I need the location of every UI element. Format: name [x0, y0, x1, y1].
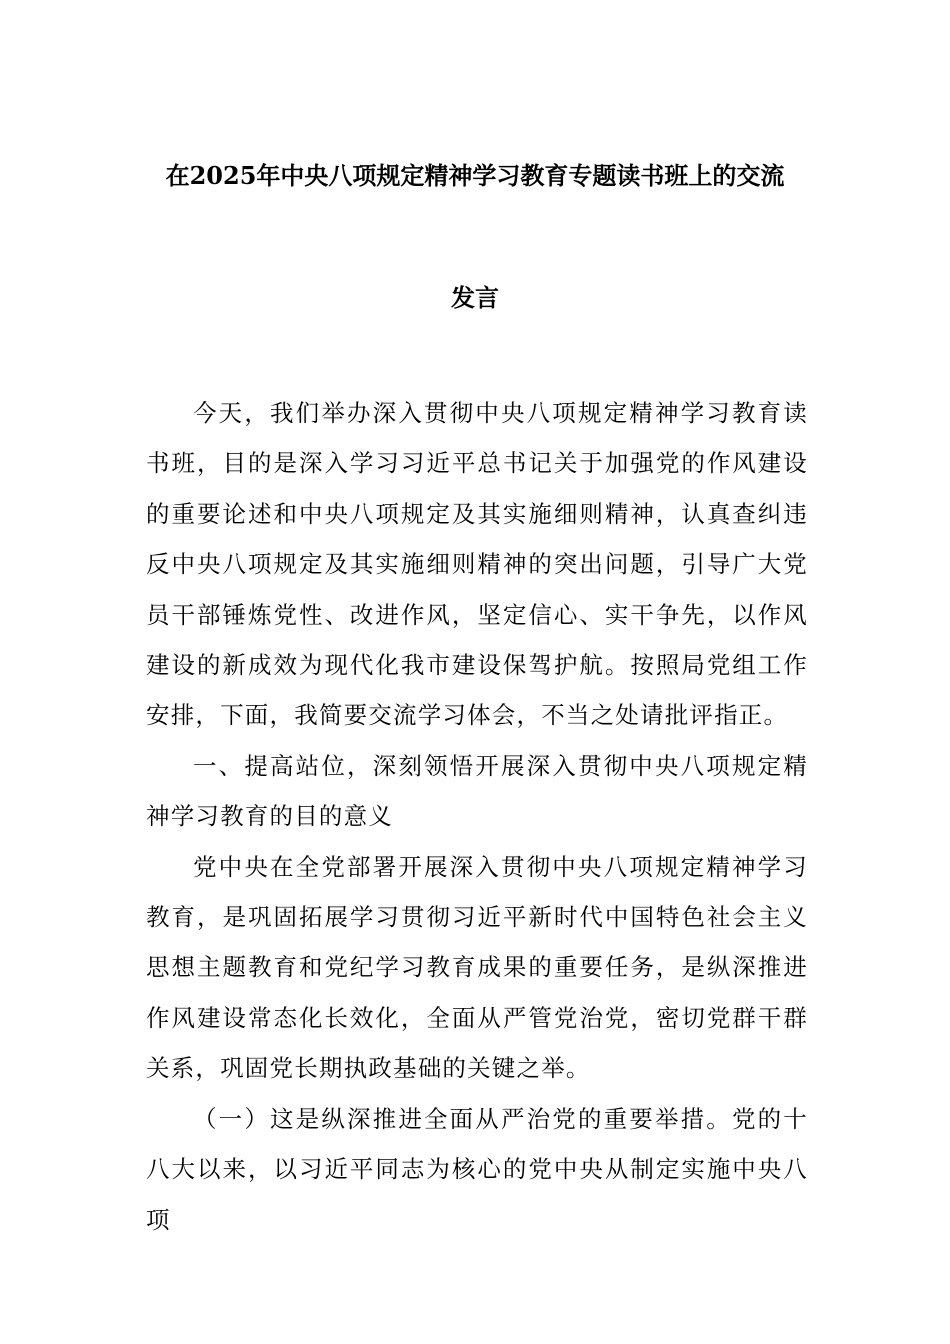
document-body [146, 388, 808, 1245]
paragraph-subsection-1: （一）这是纵深推进全面从严治党的重要举措。党的十八大以来，以习近平同志为核心的党中央从制定实施中央八项 [146, 1104, 808, 1234]
paragraph-section-1: 党中央在全党部署开展深入贯彻中央八项规定精神学习教育，是巩固拓展学习贯彻习近平新时代中国特色社会主义思想主题教育和党纪学习教育成果的重要任务，是纵深推进作风建设常态化长效化，全面从严管党治党，密切党群干群关系，巩固党长期执政基础的关键之举。 [146, 852, 808, 1083]
document-title-line-2: 发言 [451, 283, 499, 312]
document-title-line-1: 在2025年中央八项规定精神学习教育专题读书班上的交流 [165, 161, 785, 190]
paragraph-intro: 今天，我们举办深入贯彻中央八项规定精神学习教育读书班，目的是深入学习习近平总书记关于加强党的作风建设的重要论述和中央八项规定及其实施细则精神，认真查纠违反中央八项规定及其实施细则精神的突出问题，引导广大党员干部锤炼党性、改进作风，坚定信心、实干争先，以作风建设的新成效为现代化我市建设保驾护航。按照局党组工作安排，下面，我简要交流学习体会，不当之处请批评指正。 [146, 399, 808, 730]
section-heading-1: 一、提高站位，深刻领悟开展深入贯彻中央八项规定精神学习教育的目的意义 [146, 751, 808, 831]
